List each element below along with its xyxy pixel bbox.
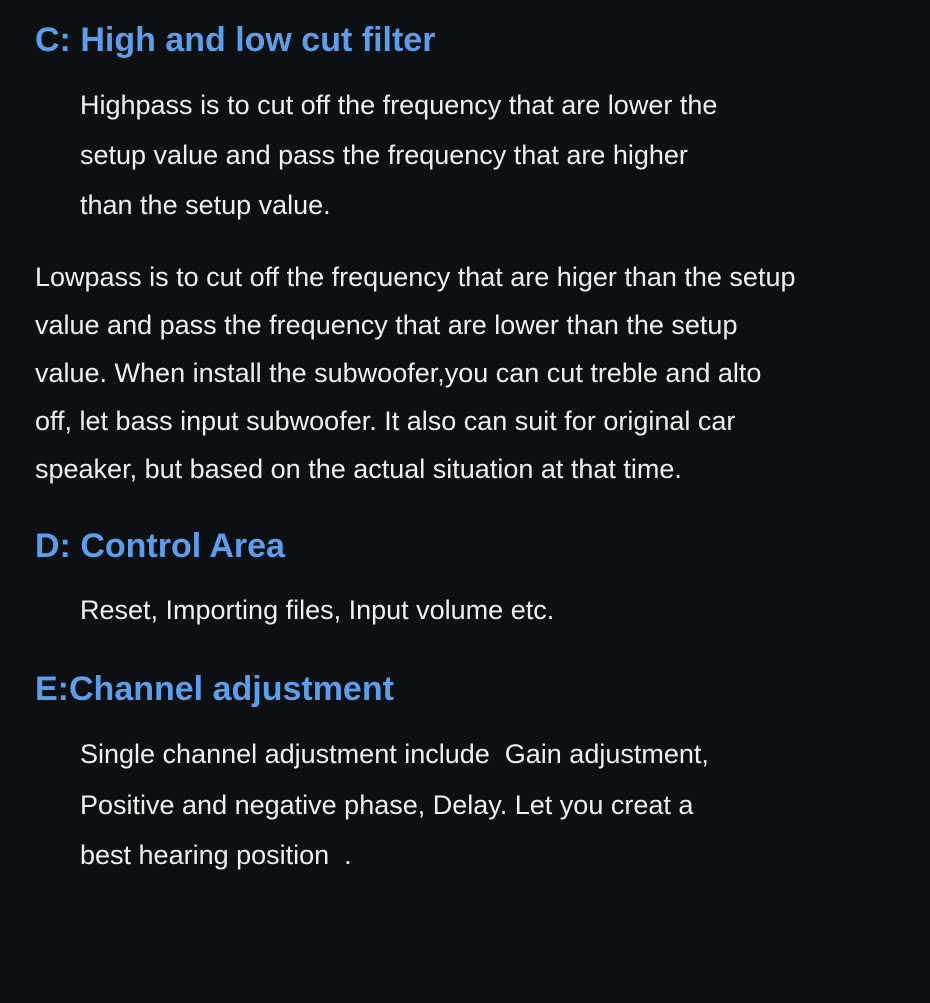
lowpass-line-1: Lowpass is to cut off the frequency that are higer than the setup (35, 262, 796, 292)
section-e-heading: E:Channel adjustment (35, 670, 394, 708)
lowpass-line-4: off, let bass input subwoofer. It also can suit for original car (35, 406, 736, 436)
channel-adjustment-line-3: best hearing position . (80, 840, 352, 870)
lowpass-line-5: speaker, but based on the actual situation at that time. (35, 454, 682, 484)
highpass-line-2: setup value and pass the frequency that are higher (80, 140, 688, 170)
channel-adjustment-line-1: Single channel adjustment include Gain adjustment, (80, 739, 709, 769)
control-area-line-1: Reset, Importing files, Input volume etc. (80, 595, 555, 625)
highpass-line-1: Highpass is to cut off the frequency that are lower the (80, 90, 718, 120)
section-c-heading: C: High and low cut filter (35, 21, 436, 59)
channel-adjustment-line-2: Positive and negative phase, Delay. Let you creat a (80, 790, 694, 820)
lowpass-line-3: value. When install the subwoofer,you can cut treble and alto (35, 358, 762, 388)
lowpass-line-2: value and pass the frequency that are lower than the setup (35, 310, 738, 340)
highpass-line-3: than the setup value. (80, 190, 331, 220)
section-d-heading: D: Control Area (35, 527, 285, 565)
